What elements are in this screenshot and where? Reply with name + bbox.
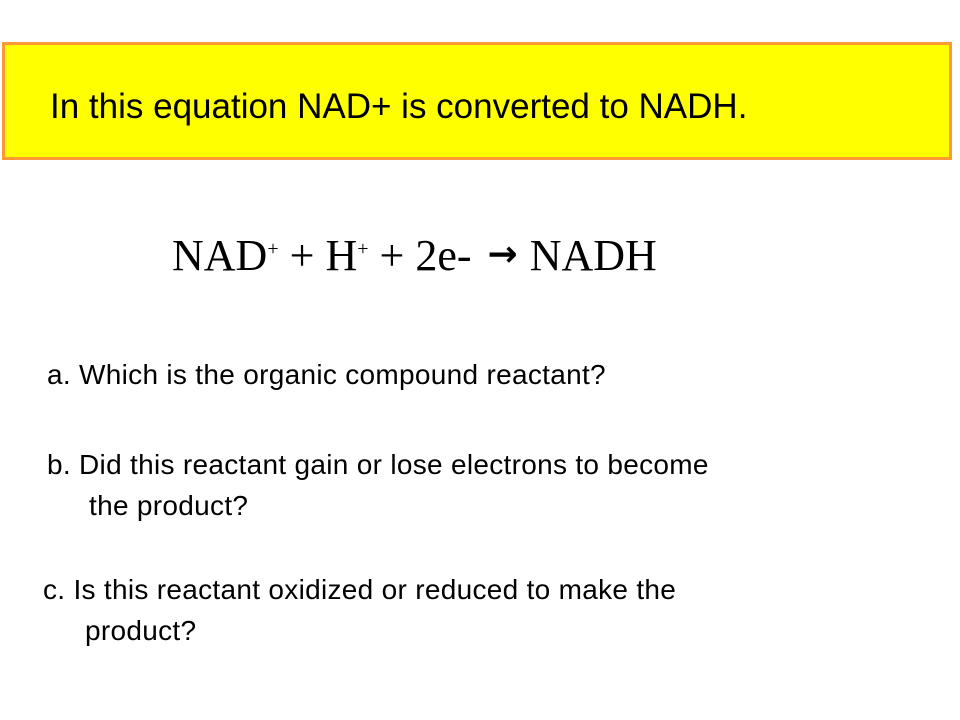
question-c-line-2: product? xyxy=(85,615,197,646)
chemical-equation xyxy=(172,228,657,283)
question-a xyxy=(47,354,606,395)
equation-plus: + xyxy=(289,231,315,280)
equation-product: NADH xyxy=(529,231,657,280)
question-c-line-1: c. Is this reactant oxidized or reduced to make the xyxy=(43,574,677,605)
question-a-line-1: a. Which is the organic compound reactant? xyxy=(47,359,606,390)
question-c xyxy=(43,569,676,651)
equation-electrons: 2e- xyxy=(415,231,472,280)
title-banner xyxy=(2,42,952,160)
equation-nad-charge: + xyxy=(267,238,279,260)
question-b xyxy=(47,444,709,526)
equation-plus: + xyxy=(379,231,405,280)
equation-hydrogen-charge: + xyxy=(357,238,369,260)
right-arrow-icon: → xyxy=(487,234,518,275)
question-b-line-1: b. Did this reactant gain or lose electrons to become xyxy=(47,449,709,480)
equation-hydrogen: H xyxy=(325,231,358,280)
question-b-line-2: the product? xyxy=(89,490,249,521)
banner-title: In this equation NAD+ is converted to NADH. xyxy=(50,87,748,126)
equation-nad: NAD xyxy=(172,231,268,280)
